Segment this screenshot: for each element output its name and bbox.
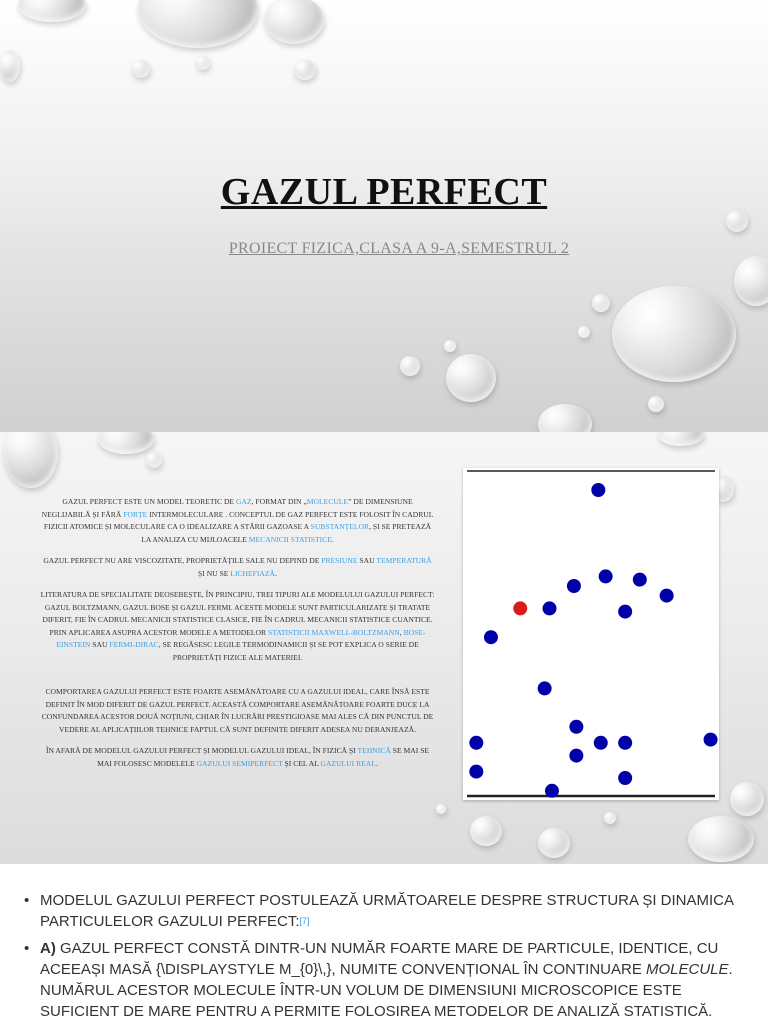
gas-particle <box>594 736 608 750</box>
link-fermi-dirac[interactable]: FERMI-DIRAC <box>109 640 159 649</box>
text-run: ” DE DIMENSIUNE NEGLIJABILĂ ȘI FĂRĂ <box>41 497 413 519</box>
bullet-text: GAZUL PERFECT CONSTĂ DINTR-UN NUMĂR FOARTE MARE DE PARTICULE, IDENTICE, CU ACEEAȘI MASĂ {\DISPLAYSTYLE M_{0}\,}, NUMITE CONVENȚIONAL ÎN CONTINUARE <box>40 940 719 978</box>
gas-particle <box>567 579 581 593</box>
definition-text <box>40 496 435 779</box>
text-run: SAU <box>357 556 377 565</box>
gas-particle <box>618 736 632 750</box>
water-drop-decoration <box>444 340 456 352</box>
water-drop-decoration <box>436 804 446 814</box>
text-run: . <box>331 534 334 544</box>
text-run: INTERMOLECULARE . CONCEPTUL DE GAZ PERFECT ESTE FOLOSIT ÎN CADRUL FIZICII ATOMICE ȘI MOLECULARE CA O IDEALIZARE A STĂRII GAZOASE A <box>43 509 434 531</box>
title-slide <box>0 0 768 432</box>
water-drop-decoration <box>4 432 58 488</box>
bullet-icon: • <box>24 892 30 909</box>
water-drop-decoration <box>612 286 736 382</box>
paragraph-other-models <box>40 745 435 770</box>
gas-particle <box>569 749 583 763</box>
water-drop-decoration <box>578 326 590 338</box>
water-drop-decoration <box>446 354 496 402</box>
gas-particle <box>660 589 674 603</box>
water-drop-decoration <box>138 0 258 48</box>
water-drop-decoration <box>470 816 502 846</box>
text-run: . <box>375 758 378 768</box>
text-run: LITERATURA DE SPECIALITATE DEOSEBEȘTE, ÎN PRINCIPIU, TREI TIPURI ALE MODELULUI GAZULUI PERFECT: GAZUL BOLTZMANN, GAZUL BOSE ȘI GAZUL FERMI. ACESTE MODELE SUNT PARTICULARIZATE ȘI TRATATE DIFERIT, FIE ÎN CADRUL MECANICII STATISTICE CLASICE, FIE ÎN CADRUL MECANICII STATISTICE CUANTICE. PRIN APLICAREA ASUPRA ACESTOR MODELE A METODELOR <box>40 590 435 637</box>
paragraph-properties <box>40 555 435 580</box>
particles-layer <box>469 483 717 798</box>
tracked-gas-particle <box>513 601 527 615</box>
water-drop-decoration <box>132 60 150 78</box>
slide-subtitle: PROIECT FIZICA,CLASA A 9-A,SEMESTRUL 2 <box>228 240 570 257</box>
paragraph-ideal-gas <box>40 686 435 736</box>
text-run: , FORMAT DIN „ <box>251 497 307 506</box>
bullet-text-italic: MOLECULE <box>646 961 729 978</box>
water-drop-decoration <box>538 404 592 432</box>
gas-particle <box>569 720 583 734</box>
link-gaz[interactable]: GAZ <box>235 497 252 506</box>
water-drop-decoration <box>0 50 20 82</box>
paragraph-definition <box>40 496 435 546</box>
gas-particle <box>545 784 559 798</box>
water-drop-decoration <box>196 56 210 70</box>
text-run: ȘI CEL AL <box>282 758 321 768</box>
link-bose-einstein[interactable]: BOSE-EINSTEIN <box>56 627 426 649</box>
gas-particles-simulation-image <box>463 468 719 800</box>
text-run: SAU <box>90 640 110 649</box>
link-gazului-semiperfect[interactable]: GAZULUI SEMIPERFECT <box>196 758 283 768</box>
bullet-icon: • <box>24 940 30 957</box>
gas-particle <box>469 765 483 779</box>
water-drop-decoration <box>400 356 420 376</box>
text-run: . <box>275 568 277 578</box>
gas-particle <box>633 573 647 587</box>
water-drop-decoration <box>294 60 316 80</box>
water-drop-decoration <box>98 432 154 454</box>
text-run: GAZUL PERFECT NU ARE VISCOZITATE, PROPRIETĂȚILE SALE NU DEPIND DE <box>43 556 322 565</box>
link-temperatura[interactable]: TEMPERATURĂ <box>376 556 432 565</box>
water-drop-decoration <box>648 396 664 412</box>
water-drop-decoration <box>730 782 764 816</box>
link-presiune[interactable]: PRESIUNE <box>321 556 358 565</box>
content-slide-definition <box>0 432 768 864</box>
water-drop-decoration <box>658 432 704 446</box>
water-drop-decoration <box>688 816 754 862</box>
gas-particle <box>469 736 483 750</box>
gas-particle <box>704 733 718 747</box>
water-drop-decoration <box>264 0 324 44</box>
text-run: ȘI NU SE <box>198 568 231 578</box>
link-gazului-real[interactable]: GAZULUI REAL <box>320 758 376 768</box>
gas-particle <box>618 771 632 785</box>
slide-title: GAZUL PERFECT <box>220 171 548 213</box>
gas-particle <box>538 681 552 695</box>
list-item <box>24 890 744 932</box>
link-lichefiaza[interactable]: LICHEFIAZĂ <box>230 568 276 578</box>
water-drop-decoration <box>538 828 570 858</box>
postulate-label: A) <box>40 940 56 957</box>
text-run: COMPORTAREA GAZULUI PERFECT ESTE FOARTE ASEMĂNĂTOARE CU A GAZULUI IDEAL, CARE ÎNSĂ ESTE DEFINIT ÎN MOD DIFERIT DE GAZUL PERFECT. ACEASTĂ COMPORTARE ASEMĂNĂTOARE FOARTE DUCE LA CONFUNDAREA ACESTOR DOUĂ NOȚIUNI, CHIAR ÎN LUCRĂRI PRESTIGIOASE MAI ALES CĂ DIN PUNCTUL DE VEDERE AL APLICAȚIILOR TEHNICE FAPTUL CĂ SUNT DEFINITE DIFERIT ADESEA NU DERANJEAZĂ. <box>41 687 434 734</box>
list-item <box>24 938 744 1022</box>
text-run: SE MAI SE MAI FOLOSESC MODELELE <box>97 746 430 768</box>
text-run: , ȘI SE PRETEAZĂ LA ANALIZA CU MIJLOACELE <box>141 522 432 544</box>
water-drop-decoration <box>734 256 768 306</box>
bullet-text: . NUMĂRUL ACESTOR MOLECULE ÎNTR-UN VOLUM DE DIMENSIUNI MICROSCOPICE ESTE SUFICIENT DE MARE PENTRU A PERMITE FOLOSIREA METODELOR DE ANALIZĂ STATISTICĂ. <box>40 961 733 1020</box>
reference-link[interactable]: [7] <box>299 916 310 926</box>
content-slide-postulates <box>0 864 768 1024</box>
link-maxwell-boltzmann[interactable]: STATISTICII MAXWELL-BOLTZMANN <box>267 627 400 637</box>
link-molecule[interactable]: MOLECULE <box>306 497 349 506</box>
gas-particle <box>543 601 557 615</box>
text-run: , <box>399 627 404 637</box>
water-drop-decoration <box>592 294 610 312</box>
gas-particle <box>618 605 632 619</box>
water-drop-decoration <box>604 812 616 824</box>
text-run: GAZUL PERFECT ESTE UN MODEL TEORETIC DE <box>62 497 236 506</box>
link-forte[interactable]: FORȚE <box>123 509 148 519</box>
link-tehnica[interactable]: TEHNICĂ <box>357 746 391 755</box>
postulates-list <box>24 890 744 1024</box>
water-drop-decoration <box>18 0 86 22</box>
link-substantelor[interactable]: SUBSTANȚELOR <box>310 522 370 531</box>
gas-particle <box>484 630 498 644</box>
gas-particle <box>599 569 613 583</box>
bullet-text: MODELUL GAZULUI PERFECT POSTULEAZĂ URMĂTOARELE DESPRE STRUCTURA ȘI DINAMICA PARTICULELOR GAZULUI PERFECT: <box>40 892 734 930</box>
particles-canvas <box>463 468 719 800</box>
text-run: ÎN AFARĂ DE MODELUL GAZULUI PERFECT ȘI MODELUL GAZULUI IDEAL, ÎN FIZICĂ ȘI <box>45 746 358 755</box>
text-run: , SE REGĂSESC LEGILE TERMODINAMICII ȘI SE POT EXPLICA O SERIE DE PROPRIETĂȚI FIZICE ALE MATERIEI. <box>158 640 419 662</box>
gas-particle <box>591 483 605 497</box>
link-mecanicii-statistice[interactable]: MECANICII STATISTICE <box>248 534 332 544</box>
water-drop-decoration <box>146 452 162 468</box>
paragraph-models <box>40 589 435 664</box>
